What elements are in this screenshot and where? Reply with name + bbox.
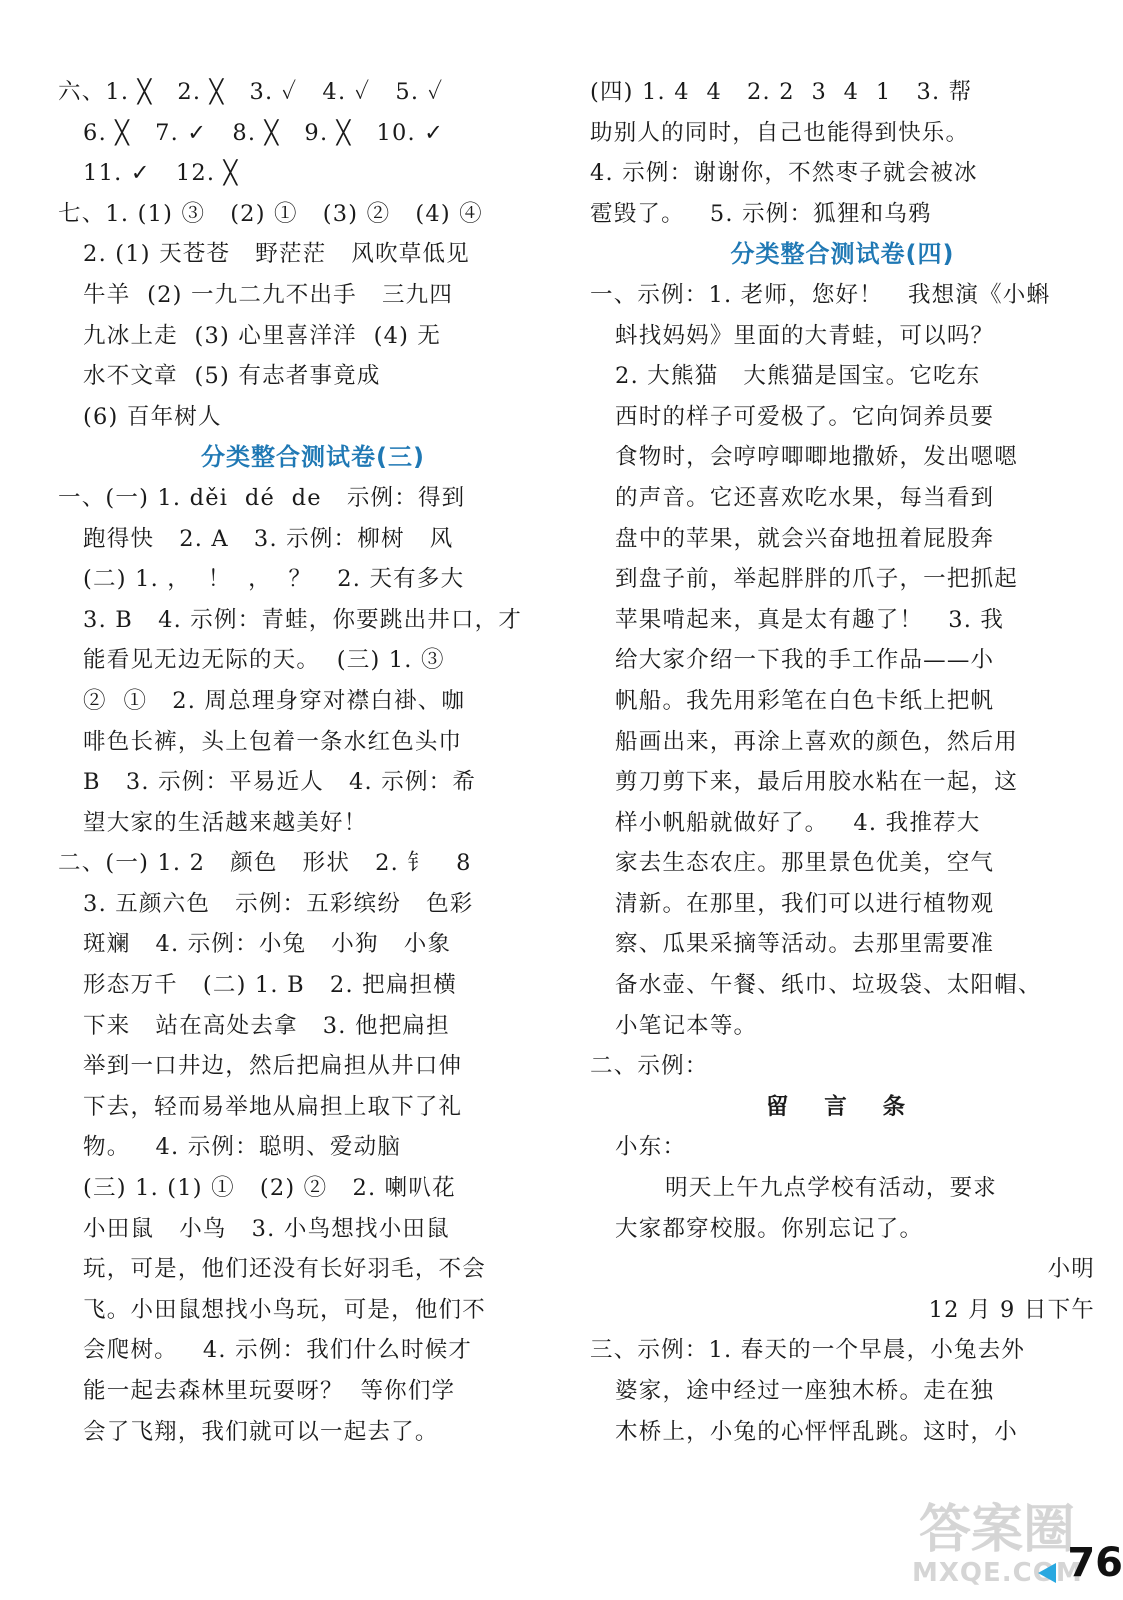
text-line: 牛羊 (2) 一九二九不出手 三九四 (58, 281, 454, 308)
message-note-date: 12 月 9 日下午 (928, 1296, 1095, 1323)
text-line: ② ① 2. 周总理身穿对襟白褂、咖 (58, 687, 466, 714)
text-line: 二、(一) 1. 2 颜色 形状 2. 钅 8 (58, 850, 472, 877)
text-line: 形态万千 (二) 1. B 2. 把扁担横 (58, 972, 457, 999)
text-line: 下去，轻而易举地从扁担上取下了礼 (58, 1093, 463, 1120)
text-line: 3. B 4. 示例：青蛙，你要跳出井口，才 (58, 606, 523, 633)
right-lines-block-3 (590, 1330, 1095, 1452)
text-line: 啡色长裤，头上包着一条水红色头巾 (58, 728, 463, 755)
text-line: 明天上午九点学校有活动，要求 (590, 1175, 997, 1202)
text-line: 清新。在那里，我们可以进行植物观 (590, 890, 995, 917)
text-line: 飞。小田鼠想找小鸟玩，可是，他们不 (58, 1296, 486, 1323)
text-line: 一、示例：1. 老师，您好！ 我想演《小蝌 (590, 281, 1051, 308)
text-line: 婆家，途中经过一座独木桥。走在独 (590, 1378, 995, 1404)
text-line: 备水壶、午餐、纸巾、垃圾袋、太阳帽、 (590, 972, 1042, 999)
text-line: 木桥上，小兔的心怦怦乱跳。这时，小 (590, 1418, 1018, 1445)
text-line: 帆船。我先用彩笔在白色卡纸上把帆 (590, 687, 995, 714)
page-corner-arrow-icon (1038, 1563, 1056, 1583)
text-line: (三) 1. (1) ① (2) ② 2. 喇叭花 (58, 1175, 456, 1202)
text-line: 食物时，会哼哼唧唧地撒娇，发出嗯嗯 (590, 444, 1018, 471)
page-number: 76 (1067, 1540, 1123, 1586)
text-line: 三、示例：1. 春天的一个早晨，小兔去外 (590, 1337, 1026, 1364)
text-line: 会了飞翔，我们就可以一起去了。 (58, 1418, 439, 1445)
text-line: 六、1. ╳ 2. ╳ 3. ✓ 4. ✓ 5. ✓ (58, 79, 444, 105)
text-line: (四) 1. 4 4 2. 2 3 4 1 3. 帮 (590, 79, 973, 105)
text-line: 4. 示例：谢谢你，不然枣子就会被冰 (590, 160, 978, 187)
text-line: 七、1. (1) ③ (2) ① (3) ② (4) ④ (58, 200, 483, 227)
left-lines-block-2 (58, 478, 568, 1452)
message-note-signature: 小明 (1047, 1256, 1095, 1283)
right-column (590, 72, 1095, 1452)
text-line: 物。 4. 示例：聪明、爱动脑 (58, 1134, 402, 1161)
text-line: 盘中的苹果，就会兴奋地扭着屁股奔 (590, 525, 995, 552)
section-heading-test-3: 分类整合测试卷(三) (201, 443, 425, 472)
text-line: 雹毁了。 5. 示例：狐狸和乌鸦 (590, 200, 932, 227)
text-line: 能看见无边无际的天。 (三) 1. ③ (58, 647, 445, 674)
text-line: 西时的样子可爱极了。它向饲养员要 (590, 403, 995, 430)
text-line: 2. 大熊猫 大熊猫是国宝。它吃东 (590, 363, 981, 390)
text-line: 一、(一) 1. děi dé de 示例：得到 (58, 484, 466, 511)
text-line: 船画出来，再涂上喜欢的颜色，然后用 (590, 728, 1018, 755)
text-line: 斑斓 4. 示例：小兔 小狗 小象 (58, 931, 452, 958)
left-column (58, 72, 568, 1452)
right-lines-block-2 (590, 275, 1095, 1087)
message-note-body (590, 1127, 1095, 1330)
text-line: B 3. 示例：平易近人 4. 示例：希 (58, 769, 477, 796)
site-watermark (912, 1502, 1082, 1598)
text-line: 家去生态农庄。那里景色优美，空气 (590, 850, 995, 877)
text-line: 蚪找妈妈》里面的大青蛙，可以吗？ (590, 322, 995, 349)
text-line: 的声音。它还喜欢吃水果，每当看到 (590, 484, 995, 511)
watermark-url-text: MXQE.COM (912, 1558, 1083, 1588)
section-heading-test-4: 分类整合测试卷(四) (730, 240, 955, 269)
text-line: 察、瓜果采摘等活动。去那里需要准 (590, 931, 995, 958)
text-line: 给大家介绍一下我的手工作品——小 (590, 647, 995, 674)
text-line: 能一起去森林里玩耍呀？ 等你们学 (58, 1378, 456, 1404)
left-lines-block-1 (58, 72, 568, 437)
text-line: 苹果啃起来，真是太有趣了！ 3. 我 (590, 606, 1005, 633)
text-line: 会爬树。 4. 示例：我们什么时候才 (58, 1337, 473, 1364)
text-line: 大家都穿校服。你别忘记了。 (590, 1215, 924, 1242)
text-line: 下来 站在高处去拿 3. 他把扁担 (58, 1012, 450, 1039)
text-line: 举到一口井边，然后把扁担从井口伸 (58, 1053, 463, 1080)
text-line: 二、示例： (590, 1053, 709, 1080)
text-line: 助别人的同时，自己也能得到快乐。 (590, 119, 970, 146)
text-line: 九冰上走 (3) 心里喜洋洋 (4) 无 (58, 322, 442, 349)
text-line: 跑得快 2. A 3. 示例：柳树 风 (58, 525, 454, 552)
text-line: 3. 五颜六色 示例：五彩缤纷 色彩 (58, 890, 474, 917)
text-line: 11. ✓ 12. ╳ (58, 160, 239, 187)
text-line: 望大家的生活越来越美好！ (58, 809, 368, 836)
text-line: 2. (1) 天苍苍 野茫茫 风吹草低见 (58, 241, 470, 268)
text-line: 玩，可是，他们还没有长好羽毛，不会 (58, 1256, 486, 1283)
text-line: 小笔记本等。 (590, 1012, 758, 1039)
text-line: 到盘子前，举起胖胖的爪子，一把抓起 (590, 566, 1018, 593)
watermark-logo-text: 答案圈 (918, 1500, 1075, 1560)
text-line: 6. ╳ 7. ✓ 8. ╳ 9. ╳ 10. ✓ (58, 119, 445, 146)
text-line: (6) 百年树人 (58, 403, 222, 430)
text-line: 剪刀剪下来，最后用胶水粘在一起，这 (590, 769, 1018, 796)
text-line: (二) 1. ， ！ ， ？ 2. 天有多大 (58, 566, 465, 593)
right-lines-block-1 (590, 72, 1095, 234)
message-note-title: 留 言 条 (765, 1093, 920, 1120)
text-line: 样小帆船就做好了。 4. 我推荐大 (590, 809, 981, 836)
text-line: 小田鼠 小鸟 3. 小鸟想找小田鼠 (58, 1215, 450, 1242)
text-line: 小东： (590, 1134, 687, 1161)
text-line: 水不文章 (5) 有志者事竟成 (58, 363, 381, 390)
